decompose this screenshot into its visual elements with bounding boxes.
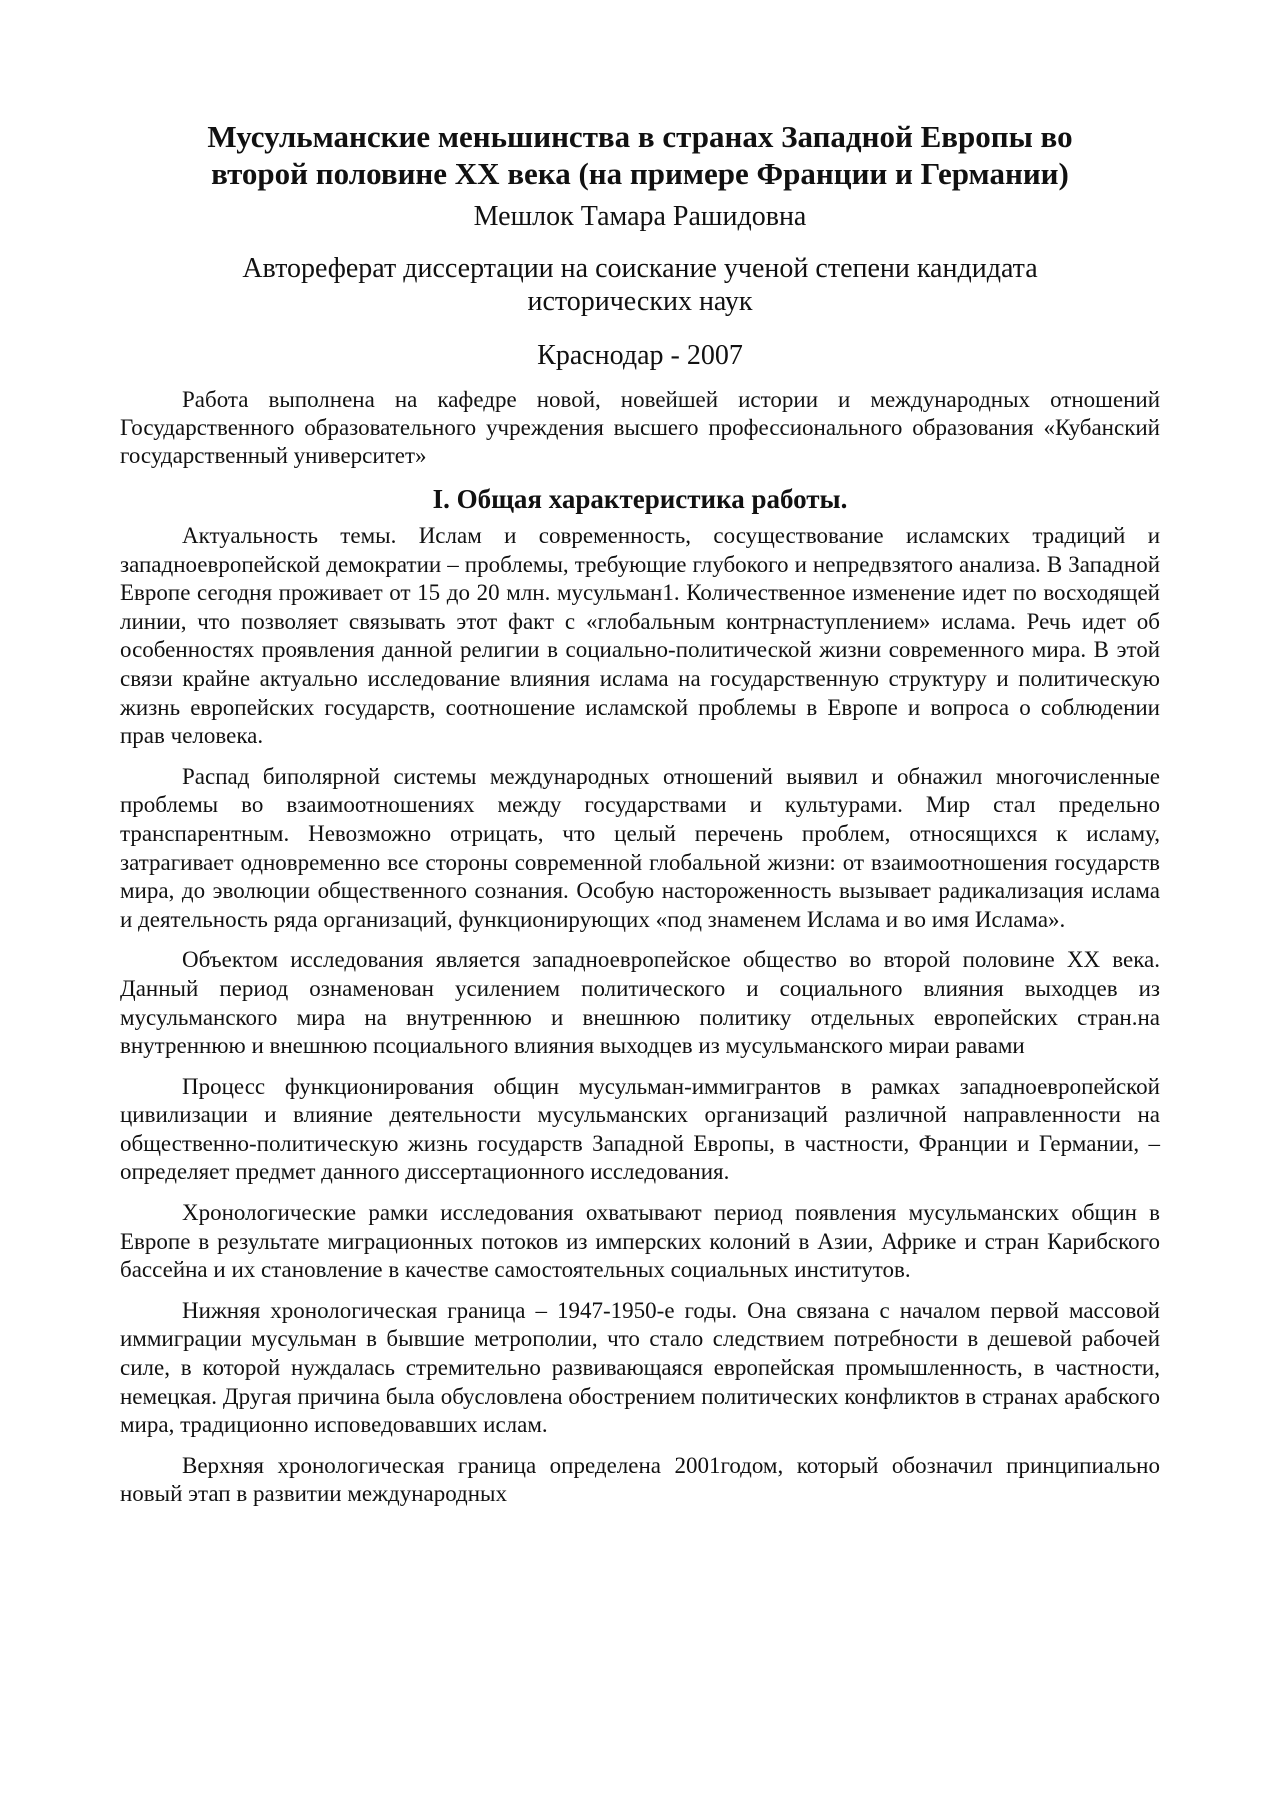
document-page (120, 118, 1160, 1521)
paragraph-upper-boundary: Верхняя хронологическая граница определена 2001годом, который обозначил принципиально новый этап в развитии международных (120, 1452, 1160, 1507)
subtitle-line-2: исторических наук (527, 286, 753, 317)
institution-paragraph: Работа выполнена на кафедре новой, новейшей истории и международных отношений Государственного образовательного учреждения высшего профессионального образования «Кубанский государственный университет» (120, 387, 1160, 468)
document-title (120, 118, 1160, 192)
paragraph-research-object: Объектом исследования является западноевропейское общество во второй половине XX века. Данный период ознаменован усилением политического и социального влияния выходцев из мусульманского мира на внутреннюю и внешнюю политику отдельных европейских стран.на внутреннюю и внешнюю псоциального влияния выходцев из мусульманского мираи равами (120, 947, 1160, 1059)
title-line-2: второй половине XX века (на примере Франции и Германии) (211, 156, 1069, 191)
title-line-1: Мусульманские меньшинства в странах Западной Европы во (207, 119, 1073, 154)
paragraph-lower-boundary: Нижняя хронологическая граница – 1947-1950-е годы. Она связана с началом первой массовой иммиграции мусульман в бывшие метрополии, что стало следствием потребности в дешевой рабочей силе, в которой нуждалась стремительно развивающаяся европейская промышленность, в частности, немецкая. Другая причина была обусловлена обострением политических конфликтов в странах арабского мира, традиционно исповедовавших ислам. (120, 1297, 1160, 1438)
paragraph-relevance: Актуальность темы. Ислам и современность, сосуществование исламских традиций и западноевропейской демократии – проблемы, требующие глубокого и непредвзятого анализа. В Западной Европе сегодня проживает от 15 до 20 млн. мусульман1. Количественное изменение идет по восходящей линии, что позволяет связывать этот факт с «глобальным контрнаступлением» ислама. Речь идет об особенностях проявления данной религии в социально-политической жизни современного мира. В этой связи крайне актуально исследование влияния ислама на государственную структуру и политическую жизнь европейских государств, соотношение исламской проблемы в Европе и вопроса о соблюдении прав человека. (120, 523, 1160, 749)
subtitle-line-1: Автореферат диссертации на соискание ученой степени кандидата (242, 253, 1038, 284)
author-name: Мешлок Тамара Рашидовна (473, 201, 807, 232)
paragraph-research-subject: Процесс функционирования общин мусульман-иммигрантов в рамках западноевропейской цивилизации и влияние деятельности мусульманских организаций различной направленности на общественно-политическую жизнь государств Западной Европы, в частности, Франции и Германии, – определяет предмет данного диссертационного исследования. (120, 1073, 1160, 1185)
document-subtitle (120, 252, 1160, 318)
paragraph-bipolar-system: Распад биполярной системы международных отношений выявил и обнажил многочисленные проблемы во взаимоотношениях между государствами и культурами. Мир стал предельно транспарентным. Невозможно отрицать, что целый перечень проблем, относящихся к исламу, затрагивает одновременно все стороны современной глобальной жизни: от взаимоотношения государств мира, до эволюции общественного сознания. Особую настороженность вызывает радикализация ислама и деятельность ряда организаций, функционирующих «под знаменем Ислама и во имя Ислама». (120, 763, 1160, 932)
place-and-year: Краснодар - 2007 (537, 340, 743, 371)
section-heading: I. Общая характеристика работы. (432, 484, 848, 514)
paragraph-chronological-scope: Хронологические рамки исследования охватывают период появления мусульманских общин в Европе в результате миграционных потоков из имперских колоний в Азии, Африке и стран Карибского бассейна и их становление в качестве самостоятельных социальных институтов. (120, 1200, 1160, 1283)
